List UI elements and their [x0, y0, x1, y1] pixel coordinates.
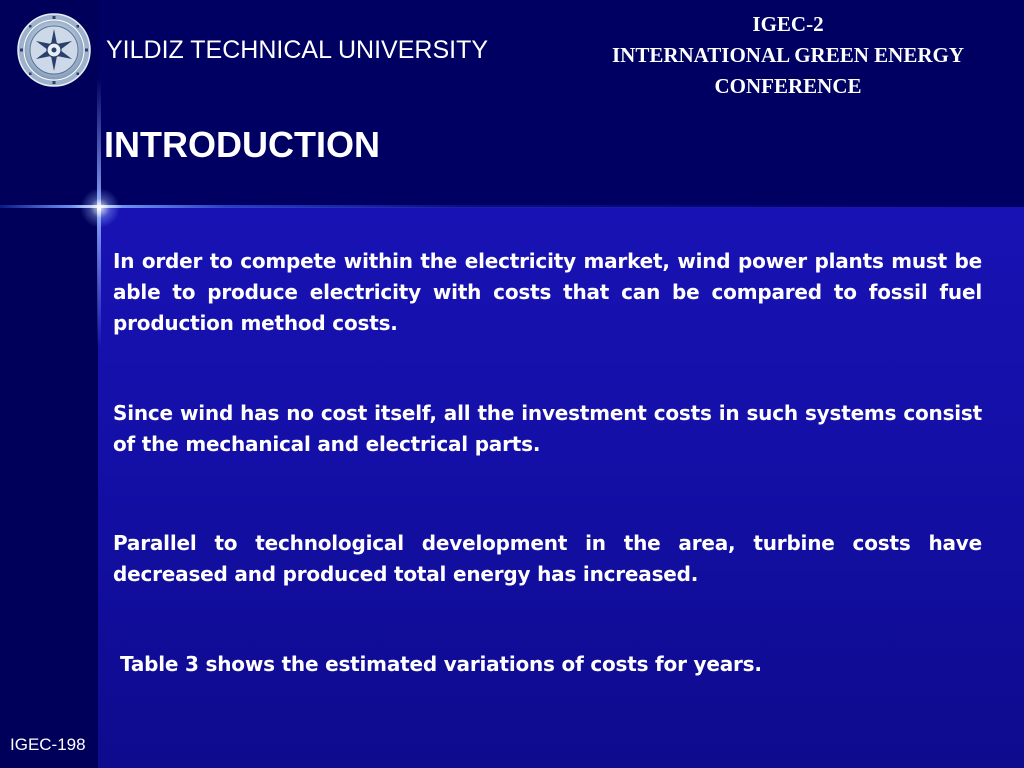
university-seal-icon	[17, 13, 91, 87]
left-band	[0, 0, 98, 768]
slide-footer-label: IGEC-198	[10, 735, 86, 754]
paragraph-2: Since wind has no cost itself, all the investment costs in such systems consist of the mechanical and electrical parts.	[113, 401, 982, 456]
conference-name-line1: INTERNATIONAL GREEN ENERGY	[611, 43, 964, 67]
slide-title: INTRODUCTION	[104, 124, 380, 165]
university-name: YILDIZ TECHNICAL UNIVERSITY	[106, 36, 489, 64]
horizontal-accent-line	[0, 205, 1024, 208]
conference-name-line2: CONFERENCE	[714, 74, 862, 98]
conference-title	[552, 9, 1024, 102]
conference-code: IGEC-2	[752, 12, 824, 36]
paragraph-3: Parallel to technological development in the area, turbine costs have decreased and produced total energy has increased.	[113, 531, 982, 586]
paragraph-1: In order to compete within the electricity market, wind power plants must be able to produce electricity with costs that can be compared to fossil fuel production method costs.	[113, 249, 982, 335]
cross-glow	[80, 188, 120, 228]
paragraph-4: Table 3 shows the estimated variations of costs for years.	[120, 652, 762, 676]
